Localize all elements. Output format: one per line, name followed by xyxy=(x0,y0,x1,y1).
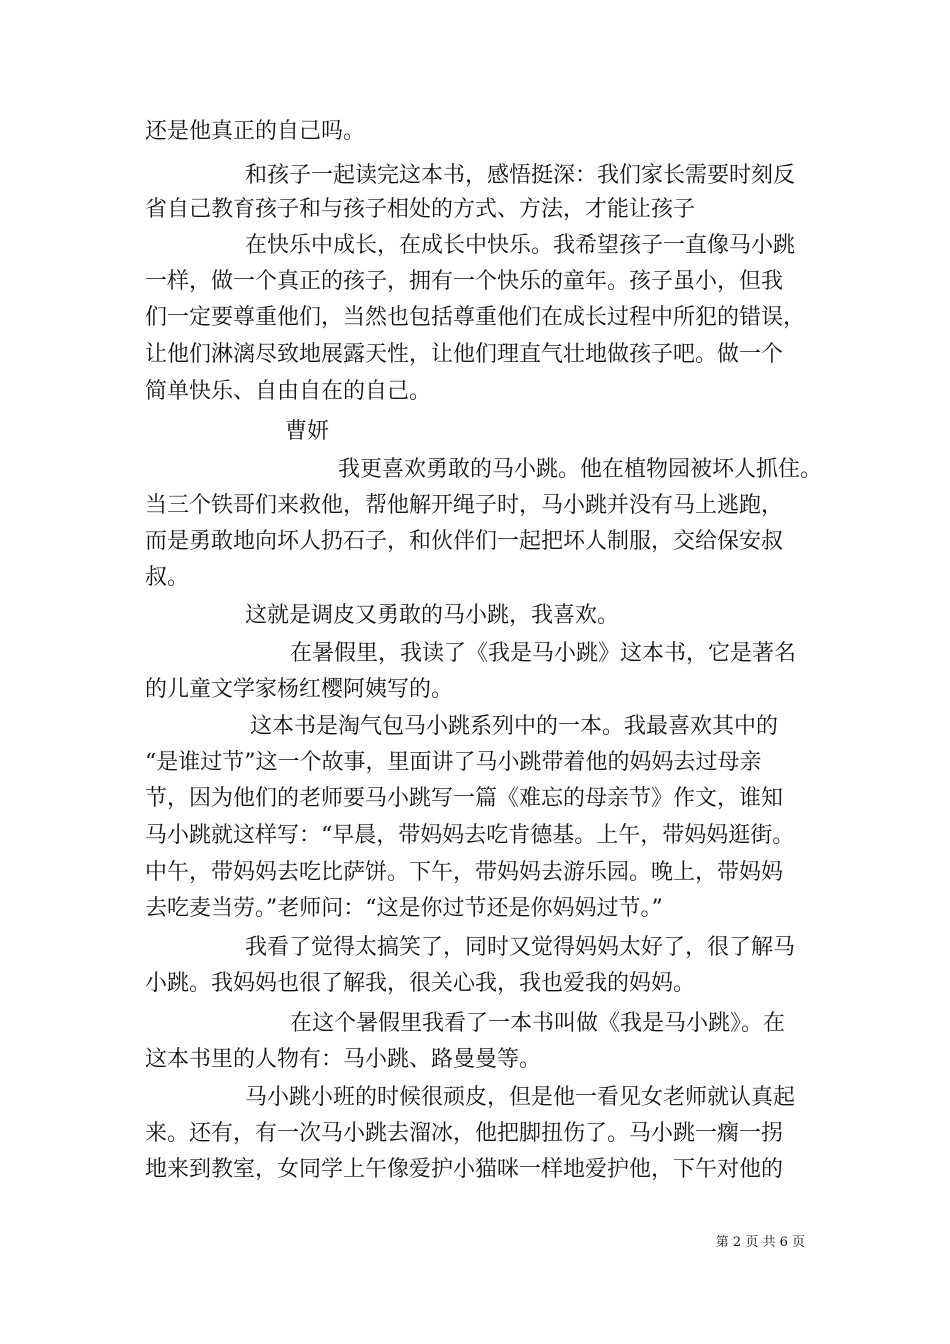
text-line: 来。还有，有一次马小跳去溜冰，他把脚扭伤了。马小跳一瘸一拐 xyxy=(145,1121,784,1146)
text-line: 这就是调皮又勇敢的马小跳，我喜欢。 xyxy=(245,603,620,628)
text-line: 我看了觉得太搞笑了，同时又觉得妈妈太好了，很了解马 xyxy=(245,935,796,960)
text-line: 们一定要尊重他们，当然也包括尊重他们在成长过程中所犯的错误， xyxy=(145,305,806,330)
text-line: 省自己教育孩子和与孩子相处的方式、方法，才能让孩子 xyxy=(145,197,696,222)
text-line: 简单快乐、自由自在的自己。 xyxy=(145,379,432,404)
text-line: 在快乐中成长，在成长中快乐。我希望孩子一直像马小跳 xyxy=(245,233,796,258)
text-line: 我更喜欢勇敢的马小跳。他在植物园被坏人抓住。 xyxy=(338,457,823,482)
text-line: 节，因为他们的老师要马小跳写一篇《难忘的母亲节》作文，谁知 xyxy=(145,786,784,811)
text-line: 这本书里的人物有：马小跳、路曼曼等。 xyxy=(145,1047,542,1072)
text-line: 中午，带妈妈去吃比萨饼。下午，带妈妈去游乐园。晚上，带妈妈 xyxy=(145,860,784,885)
text-line: 一样，做一个真正的孩子，拥有一个快乐的童年。孩子虽小，但我 xyxy=(145,269,784,294)
text-line: 地来到教室，女同学上午像爱护小猫咪一样地爱护他，下午对他的 xyxy=(145,1157,784,1182)
text-line: 和孩子一起读完这本书，感悟挺深：我们家长需要时刻反 xyxy=(245,163,796,188)
text-line: 而是勇敢地向坏人扔石子，和伙伴们一起把坏人制服，交给保安叔 xyxy=(145,529,784,554)
page-number: 第 2 页 共 6 页 xyxy=(715,1235,805,1250)
text-line: 当三个铁哥们来救他，帮他解开绳子时，马小跳并没有马上逃跑， xyxy=(145,493,784,518)
author-name: 曹妍 xyxy=(285,419,330,444)
text-line: 马小跳小班的时候很顽皮，但是他一看见女老师就认真起 xyxy=(245,1085,796,1110)
text-line: 去吃麦当劳。”老师问：“这是你过节还是你妈妈过节。” xyxy=(145,896,663,921)
text-line: 小跳。我妈妈也很了解我，很关心我，我也爱我的妈妈。 xyxy=(145,971,696,996)
text-line: 的儿童文学家杨红樱阿姨写的。 xyxy=(145,677,454,702)
text-line: 在暑假里，我读了《我是马小跳》这本书，它是著名 xyxy=(290,641,797,666)
text-line: 叔。 xyxy=(145,565,190,590)
text-line: 马小跳就这样写：“早晨，带妈妈去吃肯德基。上午，带妈妈逛街。 xyxy=(145,823,795,848)
text-line: 还是他真正的自己吗。 xyxy=(145,119,366,144)
text-line: 这本书是淘气包马小跳系列中的一本。我最喜欢其中的 xyxy=(250,714,779,739)
text-line: 让他们淋漓尽致地展露天性，让他们理直气壮地做孩子吧。做一个 xyxy=(145,342,784,367)
text-line: “是谁过节”这一个故事，里面讲了马小跳带着他的妈妈去过母亲 xyxy=(145,750,762,775)
text-line: 在这个暑假里我看了一本书叫做《我是马小跳》。在 xyxy=(290,1011,786,1036)
